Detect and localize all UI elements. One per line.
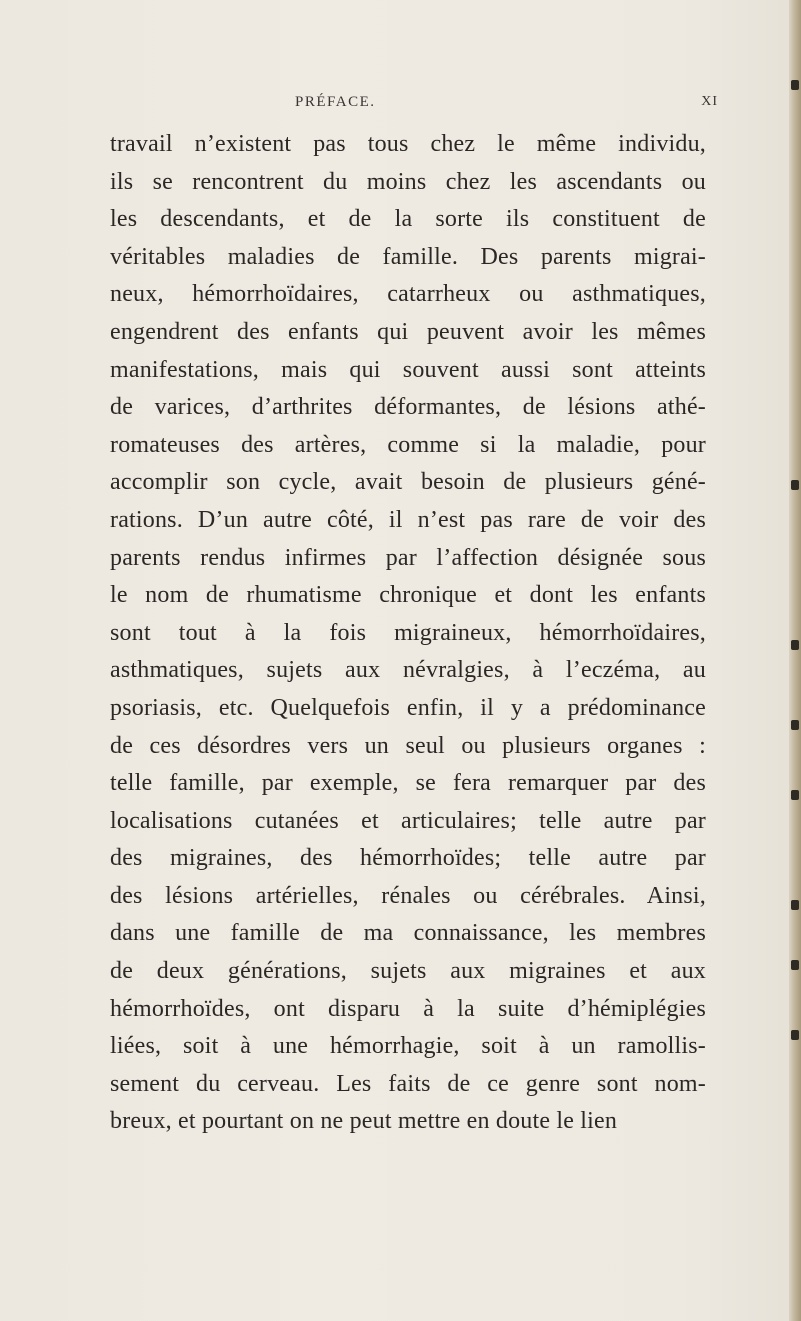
text-line: breux, et pourtant on ne peut mettre en doute le lien bbox=[110, 1108, 618, 1135]
text-line: hémorrhoïdes, ont disparu à la suite d’hémiplégies bbox=[110, 995, 706, 1022]
text-line: sont tout à la fois migraineux, hémorrhoïdaires, bbox=[110, 619, 706, 646]
text-line: manifestations, mais qui souvent aussi sont atteints bbox=[110, 356, 706, 383]
text-line: liées, soit à une hémorrhagie, soit à un ramollis- bbox=[110, 1033, 706, 1060]
text-line: parents rendus infirmes par l’affection désignée sous bbox=[110, 544, 706, 571]
text-line: engendrent des enfants qui peuvent avoir les mêmes bbox=[110, 318, 706, 345]
text-line: les descendants, et de la sorte ils constituent de bbox=[110, 206, 706, 233]
edge-mark bbox=[791, 480, 799, 490]
text-line: localisations cutanées et articulaires; telle autre par bbox=[110, 807, 706, 834]
running-title: PRÉFACE. bbox=[295, 94, 376, 110]
edge-mark bbox=[791, 790, 799, 800]
edge-mark bbox=[791, 1030, 799, 1040]
text-line: romateuses des artères, comme si la maladie, pour bbox=[110, 431, 706, 458]
edge-mark bbox=[791, 80, 799, 90]
body-text bbox=[110, 126, 706, 1141]
text-line: telle famille, par exemple, se fera remarquer par des bbox=[110, 770, 706, 797]
text-line: asthmatiques, sujets aux névralgies, à l’eczéma, au bbox=[110, 657, 706, 684]
text-line: psoriasis, etc. Quelquefois enfin, il y a prédominance bbox=[110, 694, 706, 721]
edge-mark bbox=[791, 640, 799, 650]
text-line: neux, hémorrhoïdaires, catarrheux ou asthmatiques, bbox=[110, 281, 706, 308]
text-line: de ces désordres vers un seul ou plusieurs organes : bbox=[110, 732, 706, 759]
page-edge bbox=[789, 0, 801, 1321]
page-header bbox=[110, 94, 718, 116]
text-line: véritables maladies de famille. Des parents migrai- bbox=[110, 243, 706, 270]
text-line: des migraines, des hémorrhoïdes; telle autre par bbox=[110, 845, 706, 872]
edge-mark bbox=[791, 960, 799, 970]
text-line: le nom de rhumatisme chronique et dont les enfants bbox=[110, 582, 706, 609]
text-line: ils se rencontrent du moins chez les ascendants ou bbox=[110, 168, 706, 195]
text-line: sement du cerveau. Les faits de ce genre sont nom- bbox=[110, 1070, 706, 1097]
page-number: XI bbox=[701, 94, 718, 109]
text-line: travail n’existent pas tous chez le même individu, bbox=[110, 131, 706, 157]
text-line: rations. D’un autre côté, il n’est pas rare de voir des bbox=[110, 506, 706, 533]
text-line: accomplir son cycle, avait besoin de plusieurs géné- bbox=[110, 469, 706, 496]
text-line: de varices, d’arthrites déformantes, de lésions athé- bbox=[110, 394, 706, 421]
text-line: de deux générations, sujets aux migraines et aux bbox=[110, 958, 706, 985]
edge-mark bbox=[791, 720, 799, 730]
edge-mark bbox=[791, 900, 799, 910]
text-line: des lésions artérielles, rénales ou cérébrales. Ainsi, bbox=[110, 882, 706, 909]
text-line: dans une famille de ma connaissance, les membres bbox=[110, 920, 706, 947]
